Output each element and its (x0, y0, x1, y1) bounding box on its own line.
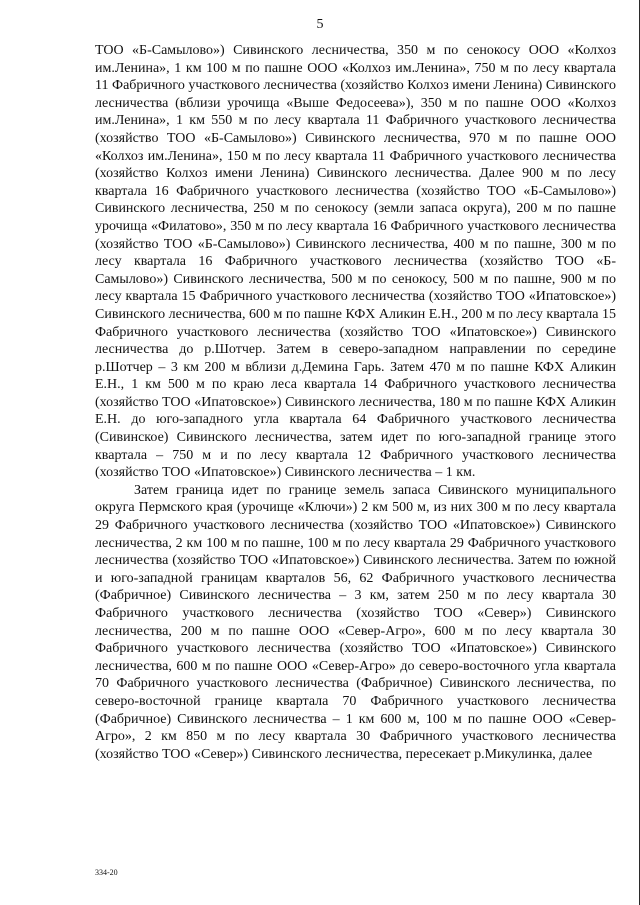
paragraph-continuation: ТОО «Б-Самылово») Сивинского лесничества, 350 м по сенокосу ООО «Колхоз им.Ленина», 1 км 100 м по пашне ООО «Колхоз им.Ленина», 750 м по лесу квартала 11 Фабричного участкового лесничества (хозяйство Колхоз имени Ленина) Сивинского лесничества (вблизи урочища «Выше Федосеева»), 350 м по пашне ООО «Колхоз им.Ленина», 1 км 550 м по лесу квартала 11 Фабричного участкового лесничества (хозяйство ТОО «Б-Самылово») Сивинского лесничества, 970 м по пашне ООО «Колхоз им.Ленина», 150 м по лесу квартала 11 Фабричного участкового лесничества (хозяйство Колхоз имени Ленина) Сивинского лесничества. Далее 900 м по лесу квартала 16 Фабричного участкового лесничества (хозяйство ТОО «Б-Самылово») Сивинского лесничества, 250 м по сенокосу (земли запаса округа), 200 м по пашне урочища «Филатово», 350 м по лесу квартала 16 Фабричного участкового лесничества (хозяйство ТОО «Б-Самылово») Сивинского лесничества, 400 м по пашне, 300 м по лесу квартала 16 Фабричного участкового лесничества (хозяйство ТОО «Б-Самылово») Сивинского лесничества, 500 м по сенокосу, 500 м по пашне, 900 м по лесу квартала 15 Фабричного участкового лесничества (хозяйство ТОО «Ипатовское») Сивинского лесничества, 600 м по пашне КФХ Аликин Е.Н., 200 м по лесу квартала 15 Фабричного участкового лесничества (хозяйство ТОО «Ипатовское») Сивинского лесничества до р.Шотчер. Затем в северо-западном направлении по середине р.Шотчер – 3 км 200 м вблизи д.Демина Гарь. Затем 470 м по пашне КФХ Аликин Е.Н., 1 км 500 м по краю леса квартала 14 Фабричного участкового лесничества (хозяйство ТОО «Ипатовское») Сивинского лесничества, 180 м по пашне КФХ Аликин Е.Н. до юго-западного угла квартала 64 Фабричного участкового лесничества (Сивинское) Сивинского лесничества, затем идет по юго-западной границе этого квартала – 750 м и по лесу квартала 12 Фабричного участкового лесничества (хозяйство ТОО «Ипатовское») Сивинского лесничества – 1 км. (95, 43, 616, 481)
paragraph-boundary-description: Затем граница идет по границе земель запаса Сивинского муниципального округа Пермского края (урочище «Ключи») 2 км 500 м, из них 300 м по лесу квартала 29 Фабричного участкового лесничества (хозяйство ТОО «Ипатовское») Сивинского лесничества, 2 км 100 м по пашне, 100 м по лесу квартала 29 Фабричного участкового лесничества (хозяйство ТОО «Ипатовское») Сивинского лесничества. Затем по южной и юго-западной границам кварталов 56, 62 Фабричного участкового лесничества (Фабричное) Сивинского лесничества – 3 км, затем 250 м по лесу квартала 30 Фабричного участкового лесничества (хозяйство ТОО «Север») Сивинского лесничества, 200 м по пашне ООО «Север-Агро», 600 м по лесу квартала 30 Фабричного участкового лесничества (хозяйство ТОО «Ипатовское») Сивинского лесничества, 600 м по пашне ООО «Север-Агро» до северо-восточного угла квартала 70 Фабричного участкового лесничества (Фабричное) Сивинского лесничества, по северо-восточной границе квартала 70 Фабричного участкового лесничества (Фабричное) Сивинского лесничества – 1 км 600 м, 100 м по пашне ООО «Север-Агро», 2 км 850 м по лесу квартала 30 Фабричного участкового лесничества (хозяйство ТОО «Север») Сивинского лесничества, пересекает р.Микулинка, далее (95, 482, 616, 762)
page-number: 5 (316, 17, 324, 32)
document-code: 334-20 (95, 868, 118, 877)
document-body (95, 42, 616, 763)
